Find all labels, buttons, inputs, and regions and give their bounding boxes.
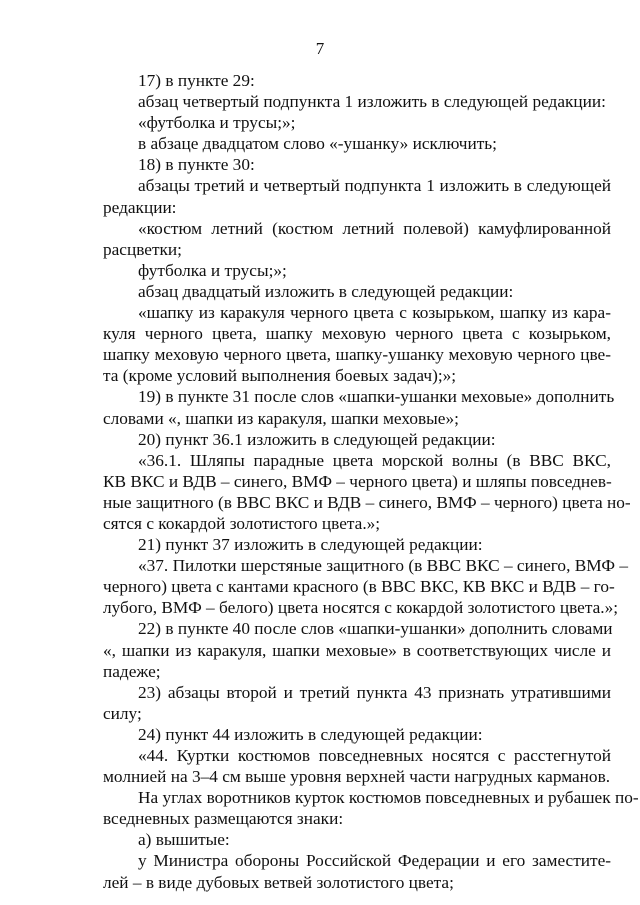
text-line: «36.1. Шляпы парадные цвета морской волны (в ВВС ВКС, [138,450,611,470]
text-line: расцветки; [103,239,182,259]
text-line: абзац двадцатый изложить в следующей редакции: [138,281,514,301]
text-line: шапку меховую черного цвета, шапку-ушанку меховую черного цве- [103,345,611,365]
text-line: в абзаце двадцатом слово «-ушанку» исключить; [138,134,497,154]
text-line: «шапку из каракуля черного цвета с козырьком, шапку из кара- [138,303,611,323]
text-line: 24) пункт 44 изложить в следующей редакции: [138,724,483,744]
text-line: КВ ВКС и ВДВ – синего, ВМФ – черного цвета) и шляпы повседнев- [103,471,612,491]
text-line: 18) в пункте 30: [138,155,255,175]
text-line: у Министра обороны Российской Федерации и его заместите- [138,851,611,871]
text-line: куля черного цвета, шапку меховую черного цвета с козырьком, [103,324,611,344]
text-line: черного) цвета с кантами красного (в ВВС ВКС, КВ ВКС и ВДВ – го- [103,577,615,597]
text-line: молнией на 3–4 см выше уровня верхней части нагрудных карманов. [103,767,611,787]
text-line: силу; [103,703,142,723]
text-line: 23) абзацы второй и третий пункта 43 признать утратившими [138,682,611,702]
text-line: 17) в пункте 29: [138,71,255,90]
text-line: футболка и трусы;»; [138,260,287,280]
text-line: 20) пункт 36.1 изложить в следующей редакции: [138,429,496,449]
page-number: 7 [315,39,325,58]
text-line: «футболка и трусы;»; [138,113,296,133]
text-line: абзацы третий и четвертый подпункта 1 изложить в следующей [138,176,611,196]
text-line: 22) в пункте 40 после слов «шапки-ушанки» дополнить словами [138,619,613,639]
text-line: 21) пункт 37 изложить в следующей редакции: [138,535,483,555]
text-line: а) вышитые: [138,830,230,850]
text-line: «37. Пилотки шерстяные защитного (в ВВС ВКС – синего, ВМФ – [138,556,628,576]
text-line: «, шапки из каракуля, шапки меховые» в соответствующих числе и [103,640,611,660]
text-line: та (кроме условий выполнения боевых задач);»; [103,366,457,386]
text-line: лубого, ВМФ – белого) цвета носятся с кокардой золотистого цвета.»; [103,598,619,618]
text-line: редакции: [103,197,177,217]
text-line: словами «, шапки из каракуля, шапки меховые»; [103,408,459,428]
text-line: сятся с кокардой золотистого цвета.»; [103,513,381,533]
text-line: лей – в виде дубовых ветвей золотистого цвета; [103,872,454,892]
text-line: падеже; [103,661,161,681]
text-line: На углах воротников курток костюмов повседневных и рубашек по- [138,788,639,808]
text-line: ные защитного (в ВВС ВКС и ВДВ – синего, ВМФ – черного) цвета но- [103,492,631,512]
document-body [103,70,639,893]
text-line: 19) в пункте 31 после слов «шапки-ушанки меховые» дополнить [138,387,615,407]
text-line: вседневных размещаются знаки: [103,809,344,829]
text-line: абзац четвертый подпункта 1 изложить в следующей редакции: [138,92,606,112]
text-line: «44. Куртки костюмов повседневных носятся с расстегнутой [138,746,611,765]
text-line: «костюм летний (костюм летний полевой) камуфлированной [138,218,611,238]
